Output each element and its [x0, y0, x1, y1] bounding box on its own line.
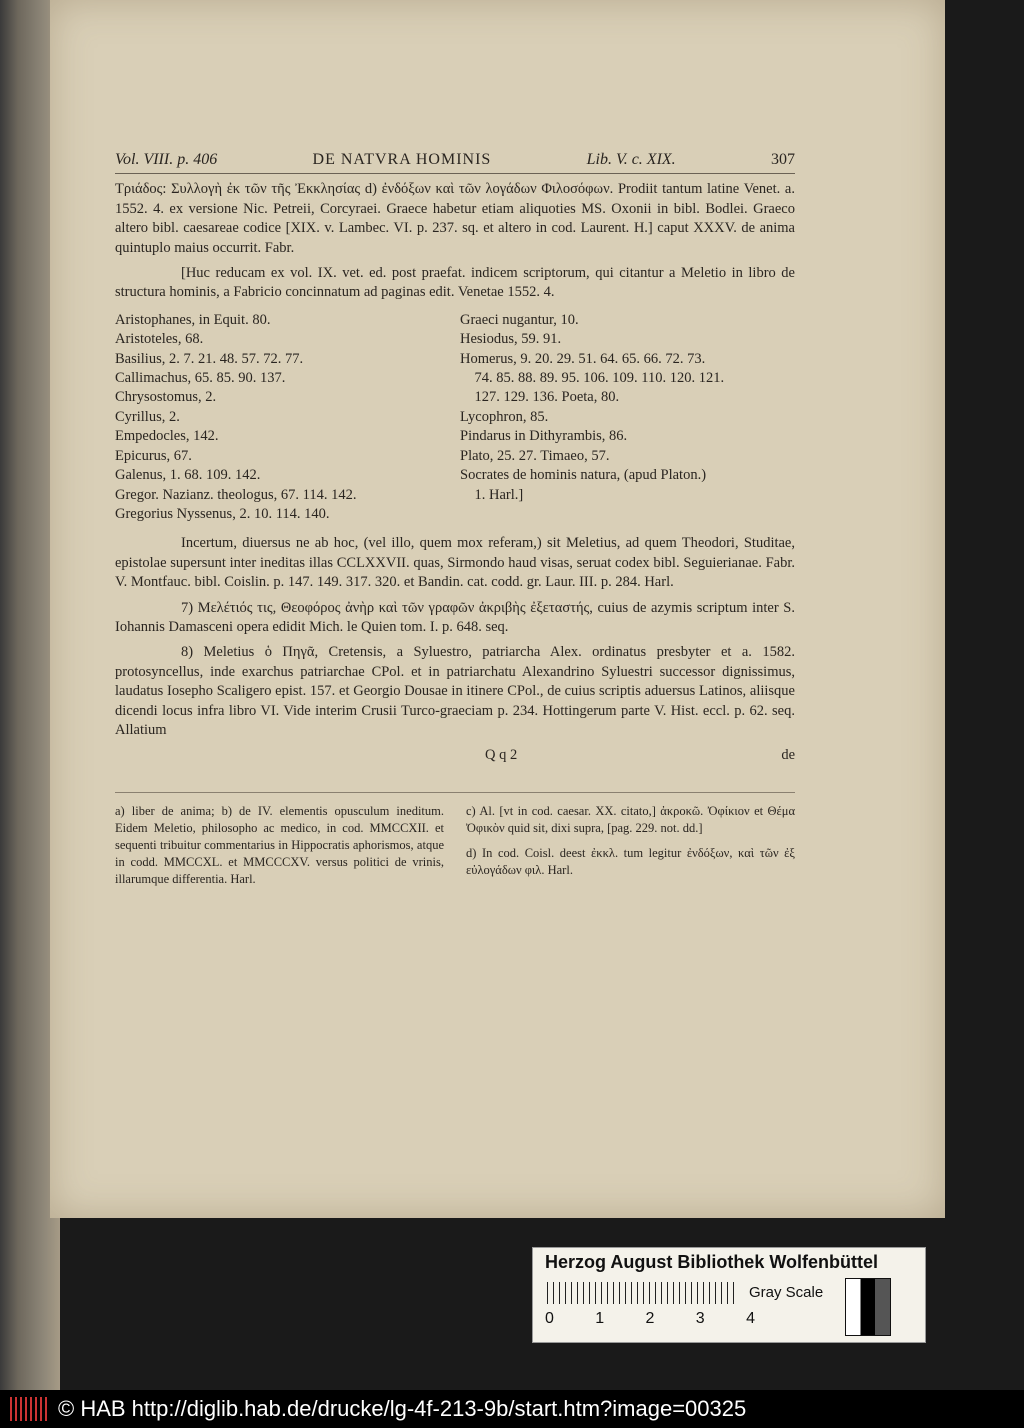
header-chapter: Lib. V. c. XIX. — [586, 151, 676, 168]
page-signature-line — [115, 746, 795, 765]
index-column-right — [460, 311, 795, 524]
paragraph-3: Incertum, diuersus ne ab hoc, (vel illo, quem mox referam,) sit Meletius, ad quem Theodori, Studitae, epistolae supersunt inter ineditas illas CCLXXVII. quas, Sirmondo haud visas, seruat codex bibl. Seguierianae. Fabr. V. Montfauc. bibl. Coislin. p. 147. 149. 317. 320. et Bandin. cat. codd. gr. Laur. III. p. 284. Harl. — [115, 535, 795, 591]
index-entry: Plato, 25. 27. Timaeo, 57. — [460, 447, 610, 464]
index-entry: 127. 129. 136. Poeta, 80. — [460, 389, 620, 406]
ruler-number: 1 — [595, 1310, 605, 1327]
paragraph-4: 7) Μελέτιός τις, Θεοφόρος ἀνὴρ καὶ τῶν γραφῶν ἀκριβὴς ἐξεταστής, cuius de azymis scriptum inter S. Iohannis Damasceni opera edidit Mich. le Quien tom. I. p. 648. seq. — [115, 599, 795, 635]
copyright-url: © HAB http://diglib.hab.de/drucke/lg-4f-213-9b/start.htm?image=00325 — [58, 1396, 747, 1421]
index-entry: Basilius, 2. 7. 21. 48. 57. 72. 77. — [115, 350, 304, 367]
author-index — [115, 311, 795, 524]
header-volume-ref: Vol. VIII. p. 406 — [115, 151, 218, 168]
color-calibration-bar — [532, 1247, 926, 1343]
index-entry: Pindarus in Dithyrambis, 86. — [460, 428, 628, 445]
index-entry: Galenus, 1. 68. 109. 142. — [115, 467, 261, 484]
index-entry: Cyrillus, 2. — [115, 408, 180, 425]
footnote-ab: a) liber de anima; b) de IV. elementis opusculum ineditum. Eidem Meletio, philosopho ac medico, in cod. MMCCXII. et sequenti tribuitur commentarius in Hippocratis aphorismos, atque in codd. MMCCXL. et MMCCCXV. versus politici de vrinis, illarumque differentia. Harl. — [115, 803, 444, 886]
index-entry: Graeci nugantur, 10. — [460, 311, 579, 328]
index-entry: 74. 85. 88. 89. 95. 106. 109. 110. 120. 121. — [460, 370, 725, 387]
footnote-d: d) In cod. Coisl. deest ἐκκλ. tum legitur ἐνδόξων, καὶ τῶν ἐξ εὐλογάδων φιλ. Harl. — [466, 845, 795, 877]
paragraph-2: [Huc reducam ex vol. IX. vet. ed. post praefat. indicem scriptorum, qui citantur a Meletio in libro de structura hominis, a Fabricio concinnatum ad paginas edit. Venetae 1552. 4. — [115, 265, 795, 301]
index-entry: Aristophanes, in Equit. 80. — [115, 311, 271, 328]
index-entry: Lycophron, 85. — [460, 408, 549, 425]
index-entry: 1. Harl.] — [460, 486, 524, 503]
page-text — [115, 150, 795, 896]
gray-scale-label: Gray Scale — [749, 1284, 824, 1301]
ruler-scale — [545, 1310, 755, 1328]
page-number: 307 — [771, 151, 795, 168]
footnotes — [115, 792, 795, 896]
ruler-number: 4 — [746, 1310, 755, 1327]
footnote-c: c) Al. [vt in cod. caesar. XX. citato,] ἀκροκῶ. Ὀφίκιον et Θέμα Ὀφικὸν quid sit, dixi supra, [pag. 229. not. dd.] — [466, 803, 795, 835]
index-entry: Chrysostomus, 2. — [115, 389, 217, 406]
ruler-ticks — [547, 1282, 737, 1304]
footnotes-left — [115, 803, 444, 896]
running-header — [115, 150, 795, 174]
index-entry: Empedocles, 142. — [115, 428, 219, 445]
index-entry: Callimachus, 65. 85. 90. 137. — [115, 370, 286, 387]
index-entry: Homerus, 9. 20. 29. 51. 64. 65. 66. 72. 73. — [460, 350, 706, 367]
institution-label: Herzog August Bibliothek Wolfenbüttel — [545, 1252, 878, 1272]
index-entry: Socrates de hominis natura, (apud Platon.) — [460, 467, 707, 484]
ruler-number: 3 — [695, 1310, 705, 1327]
header-title: DE NATVRA HOMINIS — [312, 151, 492, 168]
footnotes-right — [466, 803, 795, 896]
index-entry: Aristoteles, 68. — [115, 331, 204, 348]
index-column-left — [115, 311, 450, 524]
catchword: de — [781, 747, 795, 764]
index-entry: Gregor. Nazianz. theologus, 67. 114. 142. — [115, 486, 357, 503]
ruler-number: 0 — [545, 1310, 554, 1327]
gray-scale-swatches — [845, 1278, 891, 1336]
paragraph-5: 8) Meletius ὁ Πηγᾶ, Cretensis, a Syluestro, patriarcha Alex. ordinatus presbyter et a. 1582. protosyncellus, inde exarchus patriarchae CPol. et in patriarchatu Alexandrino Syluestri successor dignissimus, laudatus Iosepho Scaligero epist. 157. et Georgio Dousae in itinere CPol., de cuius scriptis aduersus Latinos, aliisque dicendi locus infra libro VI. Vide interim Crusii Turco-graeciam p. 234. Hottingerum parte V. Hist. eccl. p. 62. seq. Allatium — [115, 644, 795, 738]
index-entry: Epicurus, 67. — [115, 447, 192, 464]
footer-bar — [0, 1390, 1024, 1428]
paragraph-1: Τριάδος: Συλλογὴ ἐκ τῶν τῆς Ἐκκλησίας d) ἐνδόξων καὶ τῶν λογάδων Φιλοσόφων. Prodiit tantum latine Venet. a. 1552. 4. ex versione Nic. Petreii, Corcyraei. Graece habetur etiam aliquoties MS. Oxonii in bibl. Bodlei. Graeco altero bibl. caesareae codice [XIX. v. Lambec. VI. p. 237. sq. et altero in cod. Laurent. H.] caput XXXV. de anima quintuplo maius occurrit. Fabr. — [115, 181, 795, 256]
ruler-number: 2 — [645, 1310, 655, 1327]
hab-logo-icon — [10, 1397, 50, 1421]
signature-mark: Q q 2 — [485, 747, 518, 764]
index-entry: Hesiodus, 59. 91. — [460, 331, 562, 348]
index-entry: Gregorius Nyssenus, 2. 10. 114. 140. — [115, 505, 330, 522]
